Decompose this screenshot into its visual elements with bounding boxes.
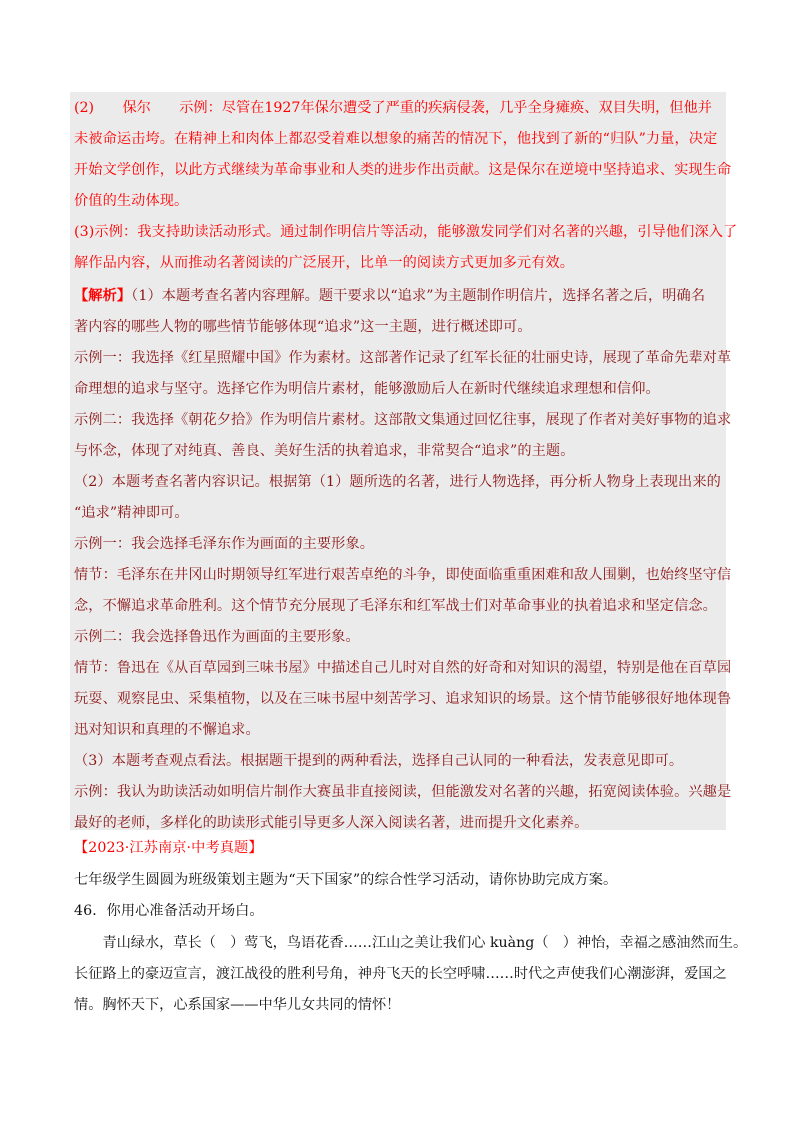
analysis-line: （2）本题考查名著内容识记。根据第（1）题所选的名著，进行人物选择，再分析人物身上表现出来的 [74, 474, 721, 490]
analysis-line: 著内容的哪些人物的哪些情节能够体现“追求”这一主题，进行概述即可。 [74, 319, 532, 335]
analysis-line: 与怀念，体现了对纯真、善良、美好生活的执着追求，非常契合“追求”的主题。 [74, 443, 575, 459]
analysis-line: 命理想的追求与坚守。选择它作为明信片素材，能够激励后人在新时代继续追求理想和信仰。 [74, 381, 660, 397]
analysis-line: “追求”精神即可。 [74, 505, 189, 521]
analysis-line: 示例一：我选择《红星照耀中国》作为素材。这部著作记录了红军长征的壮丽史诗，展现了革命先辈对革 [74, 350, 732, 366]
analysis-line: 迅对知识和真理的不懈追求。 [74, 722, 260, 738]
question-intro: 七年级学生圆圆为班级策划主题为“天下国家”的综合性学习活动，请你协助完成方案。 [74, 872, 618, 888]
analysis-line: 示例二：我选择《朝花夕拾》作为明信片素材。这部散文集通过回忆往事，展现了作者对美好事物的追求 [74, 412, 732, 428]
answer-line: 未被命运击垮。在精神上和肉体上都忍受着难以想象的痛苦的情况下，他找到了新的“归队”力量，决定 [74, 131, 718, 147]
analysis-line [74, 286, 705, 306]
analysis-line: 情节：鲁迅在《从百草园到三味书屋》中描述自己儿时对自然的好奇和对知识的渴望，特别是他在百草园 [74, 660, 732, 676]
answer-line: (3)示例：我支持助读活动形式。通过制作明信片等活动，能够激发同学们对名著的兴趣，引导他们深入了 [74, 224, 738, 240]
question-source: 【2023·江苏南京·中考真题】 [74, 840, 263, 856]
answer-line: (2) 保尔 示例：尽管在1927年保尔遭受了严重的疾病侵袭，几乎全身瘫痪、双目失明，但他并 [74, 100, 712, 116]
answer-line: 解作品内容，从而推动名著阅读的广泛展开，比单一的阅读方式更加多元有效。 [74, 255, 575, 271]
answer-line: 价值的生动体现。 [74, 193, 189, 209]
analysis-text: （1）本题考查名著内容理解。题干要求以“追求”为主题制作明信片，选择名著之后，明确名 [131, 288, 706, 304]
analysis-line: （3）本题考查观点看法。根据题干提到的两种看法，选择自己认同的一种看法，发表意见即可。 [74, 753, 684, 769]
analysis-line: 示例一：我会选择毛泽东作为画面的主要形象。 [74, 536, 375, 552]
passage-line: 长征路上的豪迈宣言，渡江战役的胜利号角，神舟飞天的长空呼啸……时代之声使我们心潮澎湃，爱国之 [74, 966, 727, 982]
question-title: 46．你用心准备活动开场白。 [74, 903, 264, 919]
answer-line: 开始文学创作，以此方式继续为革命事业和人类的进步作出贡献。这是保尔在逆境中坚持追求、实现生命 [74, 162, 732, 178]
analysis-line: 示例二：我会选择鲁迅作为画面的主要形象。 [74, 629, 360, 645]
analysis-tag: 【解析】 [74, 288, 132, 304]
analysis-line: 念，不懈追求革命胜利。这个情节充分展现了毛泽东和红军战士们对革命事业的执着追求和坚定信念。 [74, 598, 717, 614]
analysis-line: 玩耍、观察昆虫、采集植物，以及在三味书屋中刻苦学习、追求知识的场景。这个情节能够很好地体现鲁 [74, 691, 732, 707]
passage-line: 青山绿水，草长（ ）莺飞，鸟语花香……江山之美让我们心 kuàng（ ）神怡，幸福之感油然而生。 [74, 935, 748, 951]
analysis-line: 情节：毛泽东在井冈山时期领导红军进行艰苦卓绝的斗争，即使面临重重困难和敌人围剿，也始终坚守信 [74, 567, 732, 583]
passage-line: 情。胸怀天下，心系国家——中华儿女共同的情怀！ [74, 997, 401, 1013]
analysis-line: 示例：我认为助读活动如明信片制作大赛虽非直接阅读，但能激发对名著的兴趣，拓宽阅读体验。兴趣是 [74, 784, 732, 800]
analysis-line: 最好的老师，多样化的助读形式能引导更多人深入阅读名著，进而提升文化素养。 [74, 815, 589, 831]
